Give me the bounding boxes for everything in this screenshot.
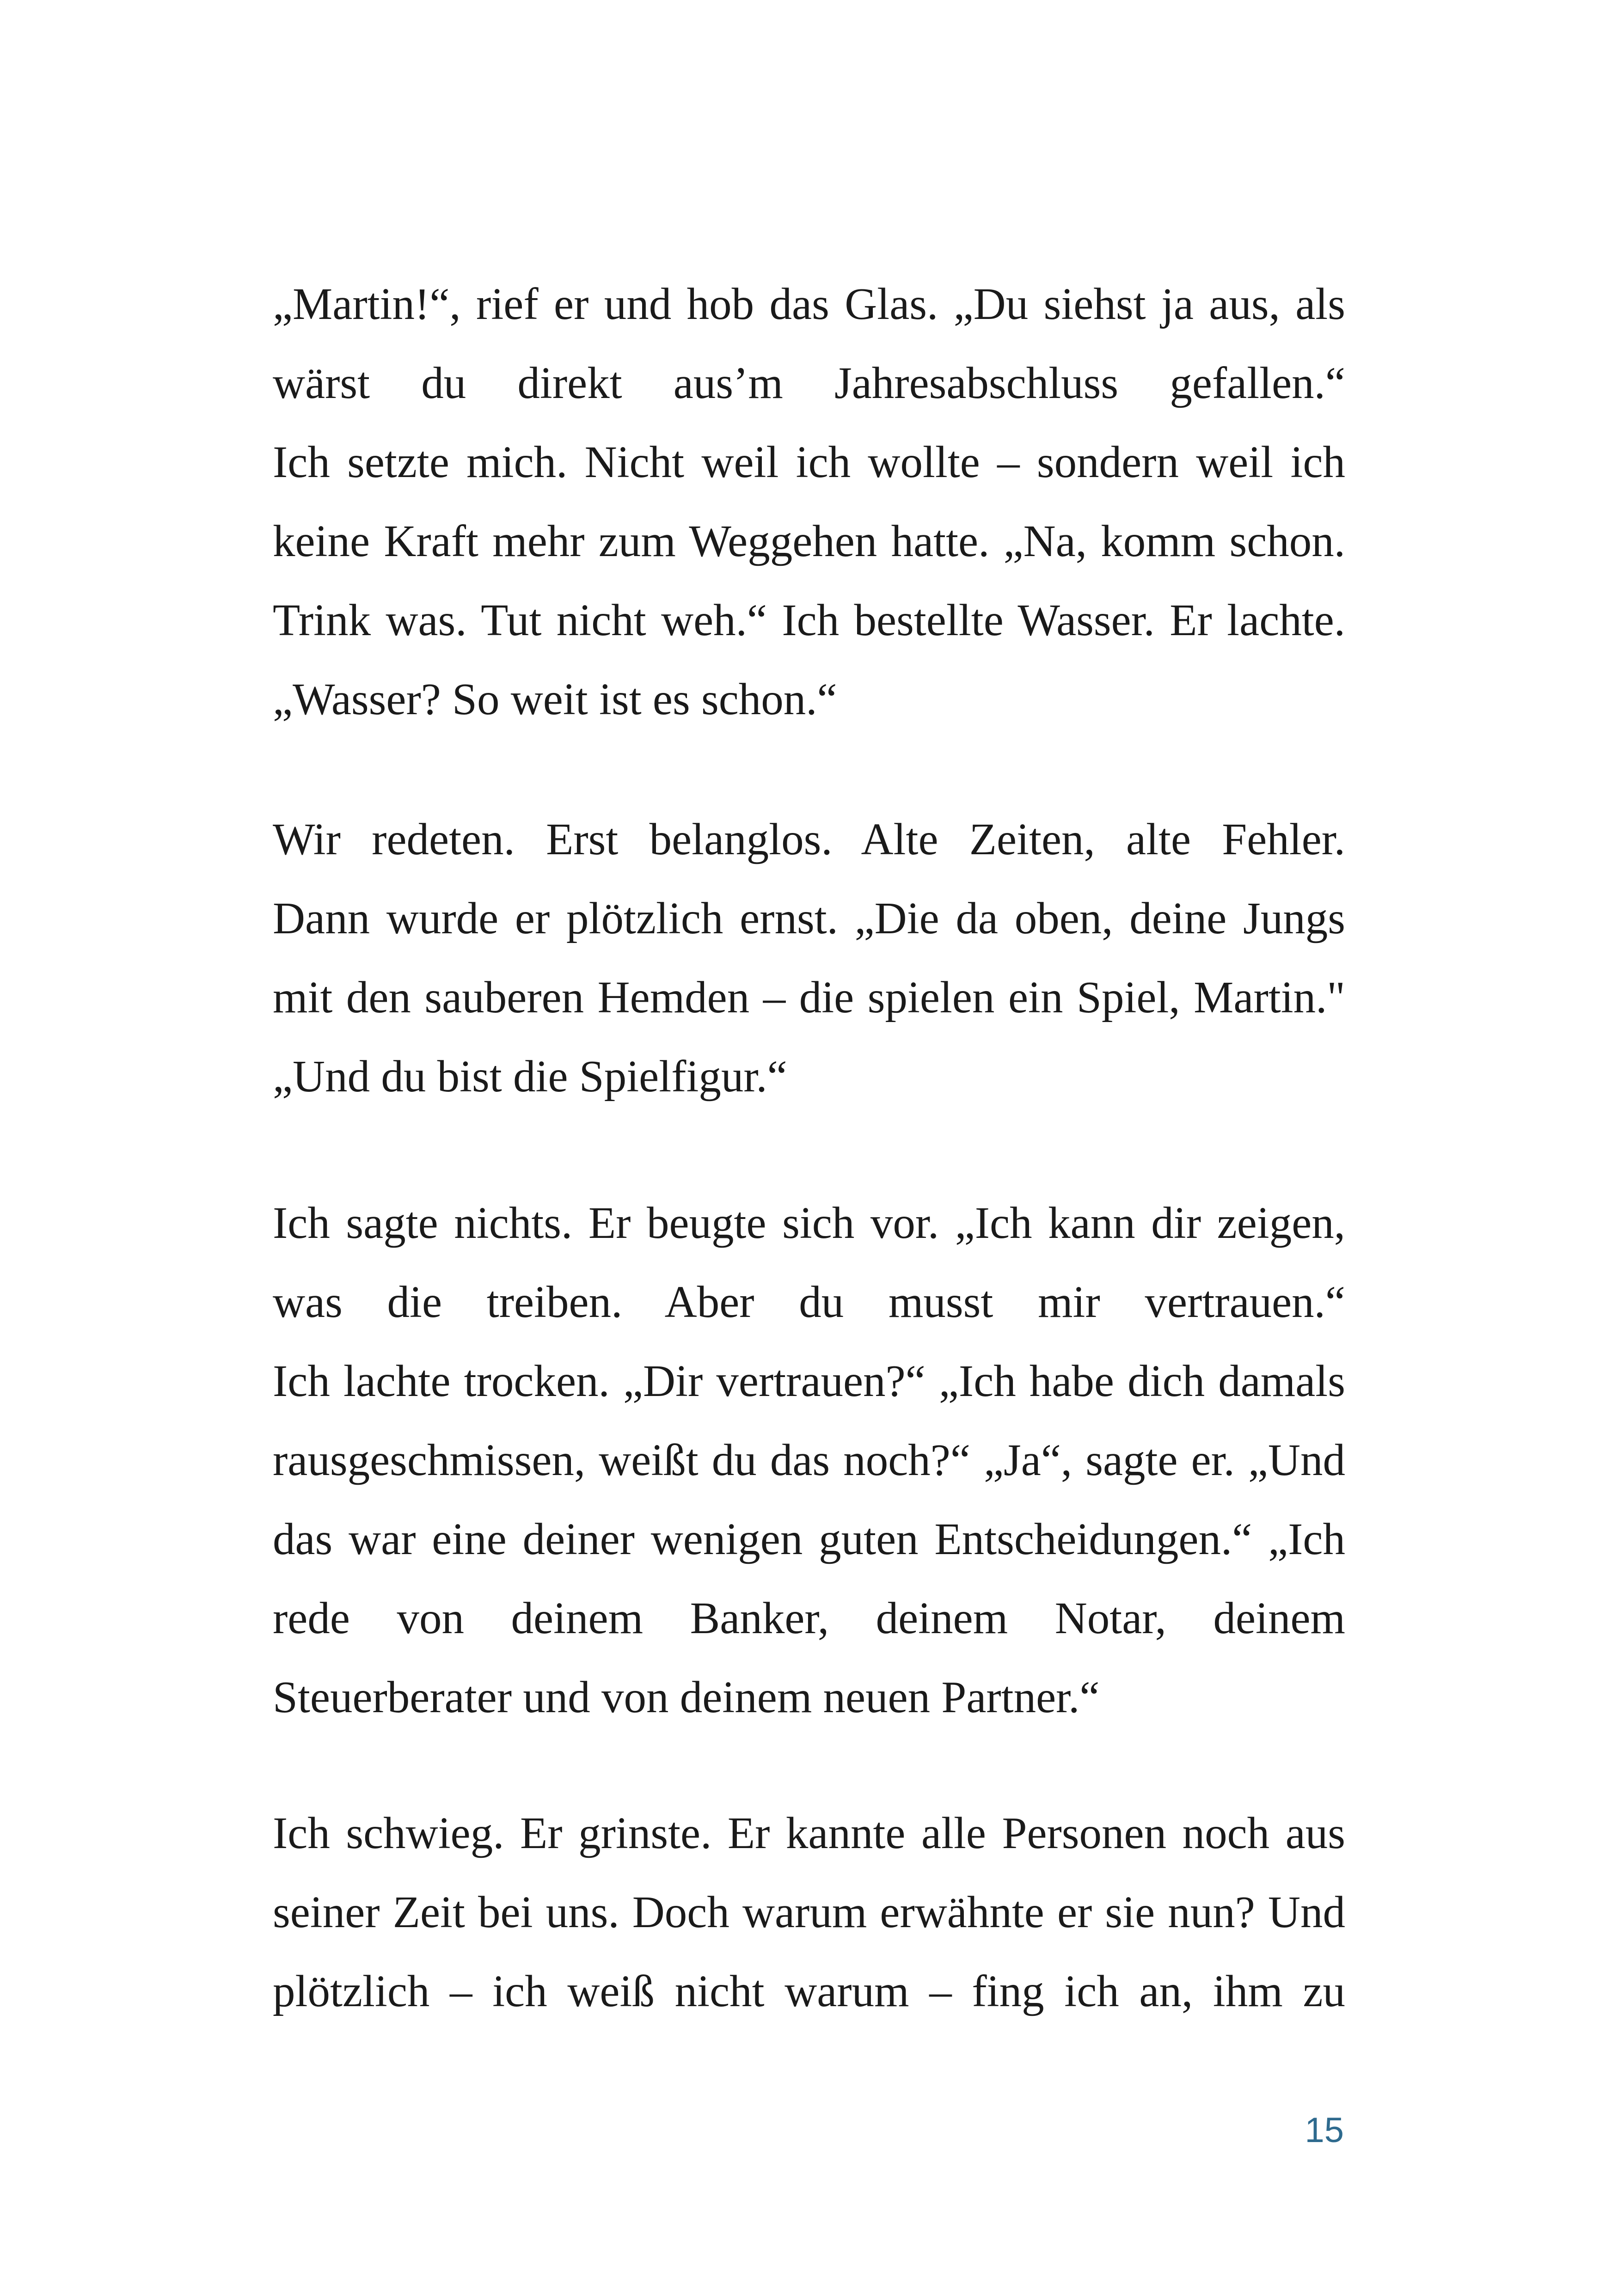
paragraph-2 <box>273 800 1345 1116</box>
text-line: „Und du bist die Spielfigur.“ <box>273 1052 787 1101</box>
paragraph-3 <box>273 1183 1345 1737</box>
text-line: Ich lachte trocken. „Dir vertrauen?“ „Ich habe dich damals <box>273 1356 1345 1406</box>
text-line: rede von deinem Banker, deinem Notar, deinem <box>273 1593 1345 1643</box>
paragraph-4 <box>273 1794 1345 2031</box>
text-line: wärst du direkt aus’m Jahresabschluss gefallen.“ <box>273 358 1345 408</box>
text-line: Wir redeten. Erst belanglos. Alte Zeiten, alte Fehler. <box>273 814 1345 864</box>
text-line: was die treiben. Aber du musst mir vertrauen.“ <box>273 1277 1345 1327</box>
text-line: Dann wurde er plötzlich ernst. „Die da oben, deine Jungs <box>273 894 1345 943</box>
text-line: Ich setzte mich. Nicht weil ich wollte – sondern weil ich <box>273 437 1345 487</box>
text-line: Ich schwieg. Er grinste. Er kannte alle Personen noch aus <box>273 1808 1345 1858</box>
text-line: „Martin!“, rief er und hob das Glas. „Du siehst ja aus, als <box>273 279 1345 329</box>
text-line: mit den sauberen Hemden – die spielen ein Spiel, Martin." <box>273 973 1345 1022</box>
page-number: 15 <box>1305 2111 1344 2150</box>
text-line: Trink was. Tut nicht weh.“ Ich bestellte Wasser. Er lachte. <box>273 595 1345 645</box>
text-line: Ich sagte nichts. Er beugte sich vor. „Ich kann dir zeigen, <box>273 1198 1345 1248</box>
text-line: keine Kraft mehr zum Weggehen hatte. „Na, komm schon. <box>273 516 1345 566</box>
paragraph-1 <box>273 264 1345 739</box>
text-line: „Wasser? So weit ist es schon.“ <box>273 674 837 724</box>
text-line: das war eine deiner wenigen guten Entscheidungen.“ „Ich <box>273 1514 1345 1564</box>
text-line: plötzlich – ich weiß nicht warum – fing ich an, ihm zu <box>273 1966 1345 2016</box>
text-line: Steuerberater und von deinem neuen Partner.“ <box>273 1672 1100 1722</box>
text-line: seiner Zeit bei uns. Doch warum erwähnte er sie nun? Und <box>273 1887 1345 1937</box>
text-line: rausgeschmissen, weißt du das noch?“ „Ja“, sagte er. „Und <box>273 1435 1345 1485</box>
